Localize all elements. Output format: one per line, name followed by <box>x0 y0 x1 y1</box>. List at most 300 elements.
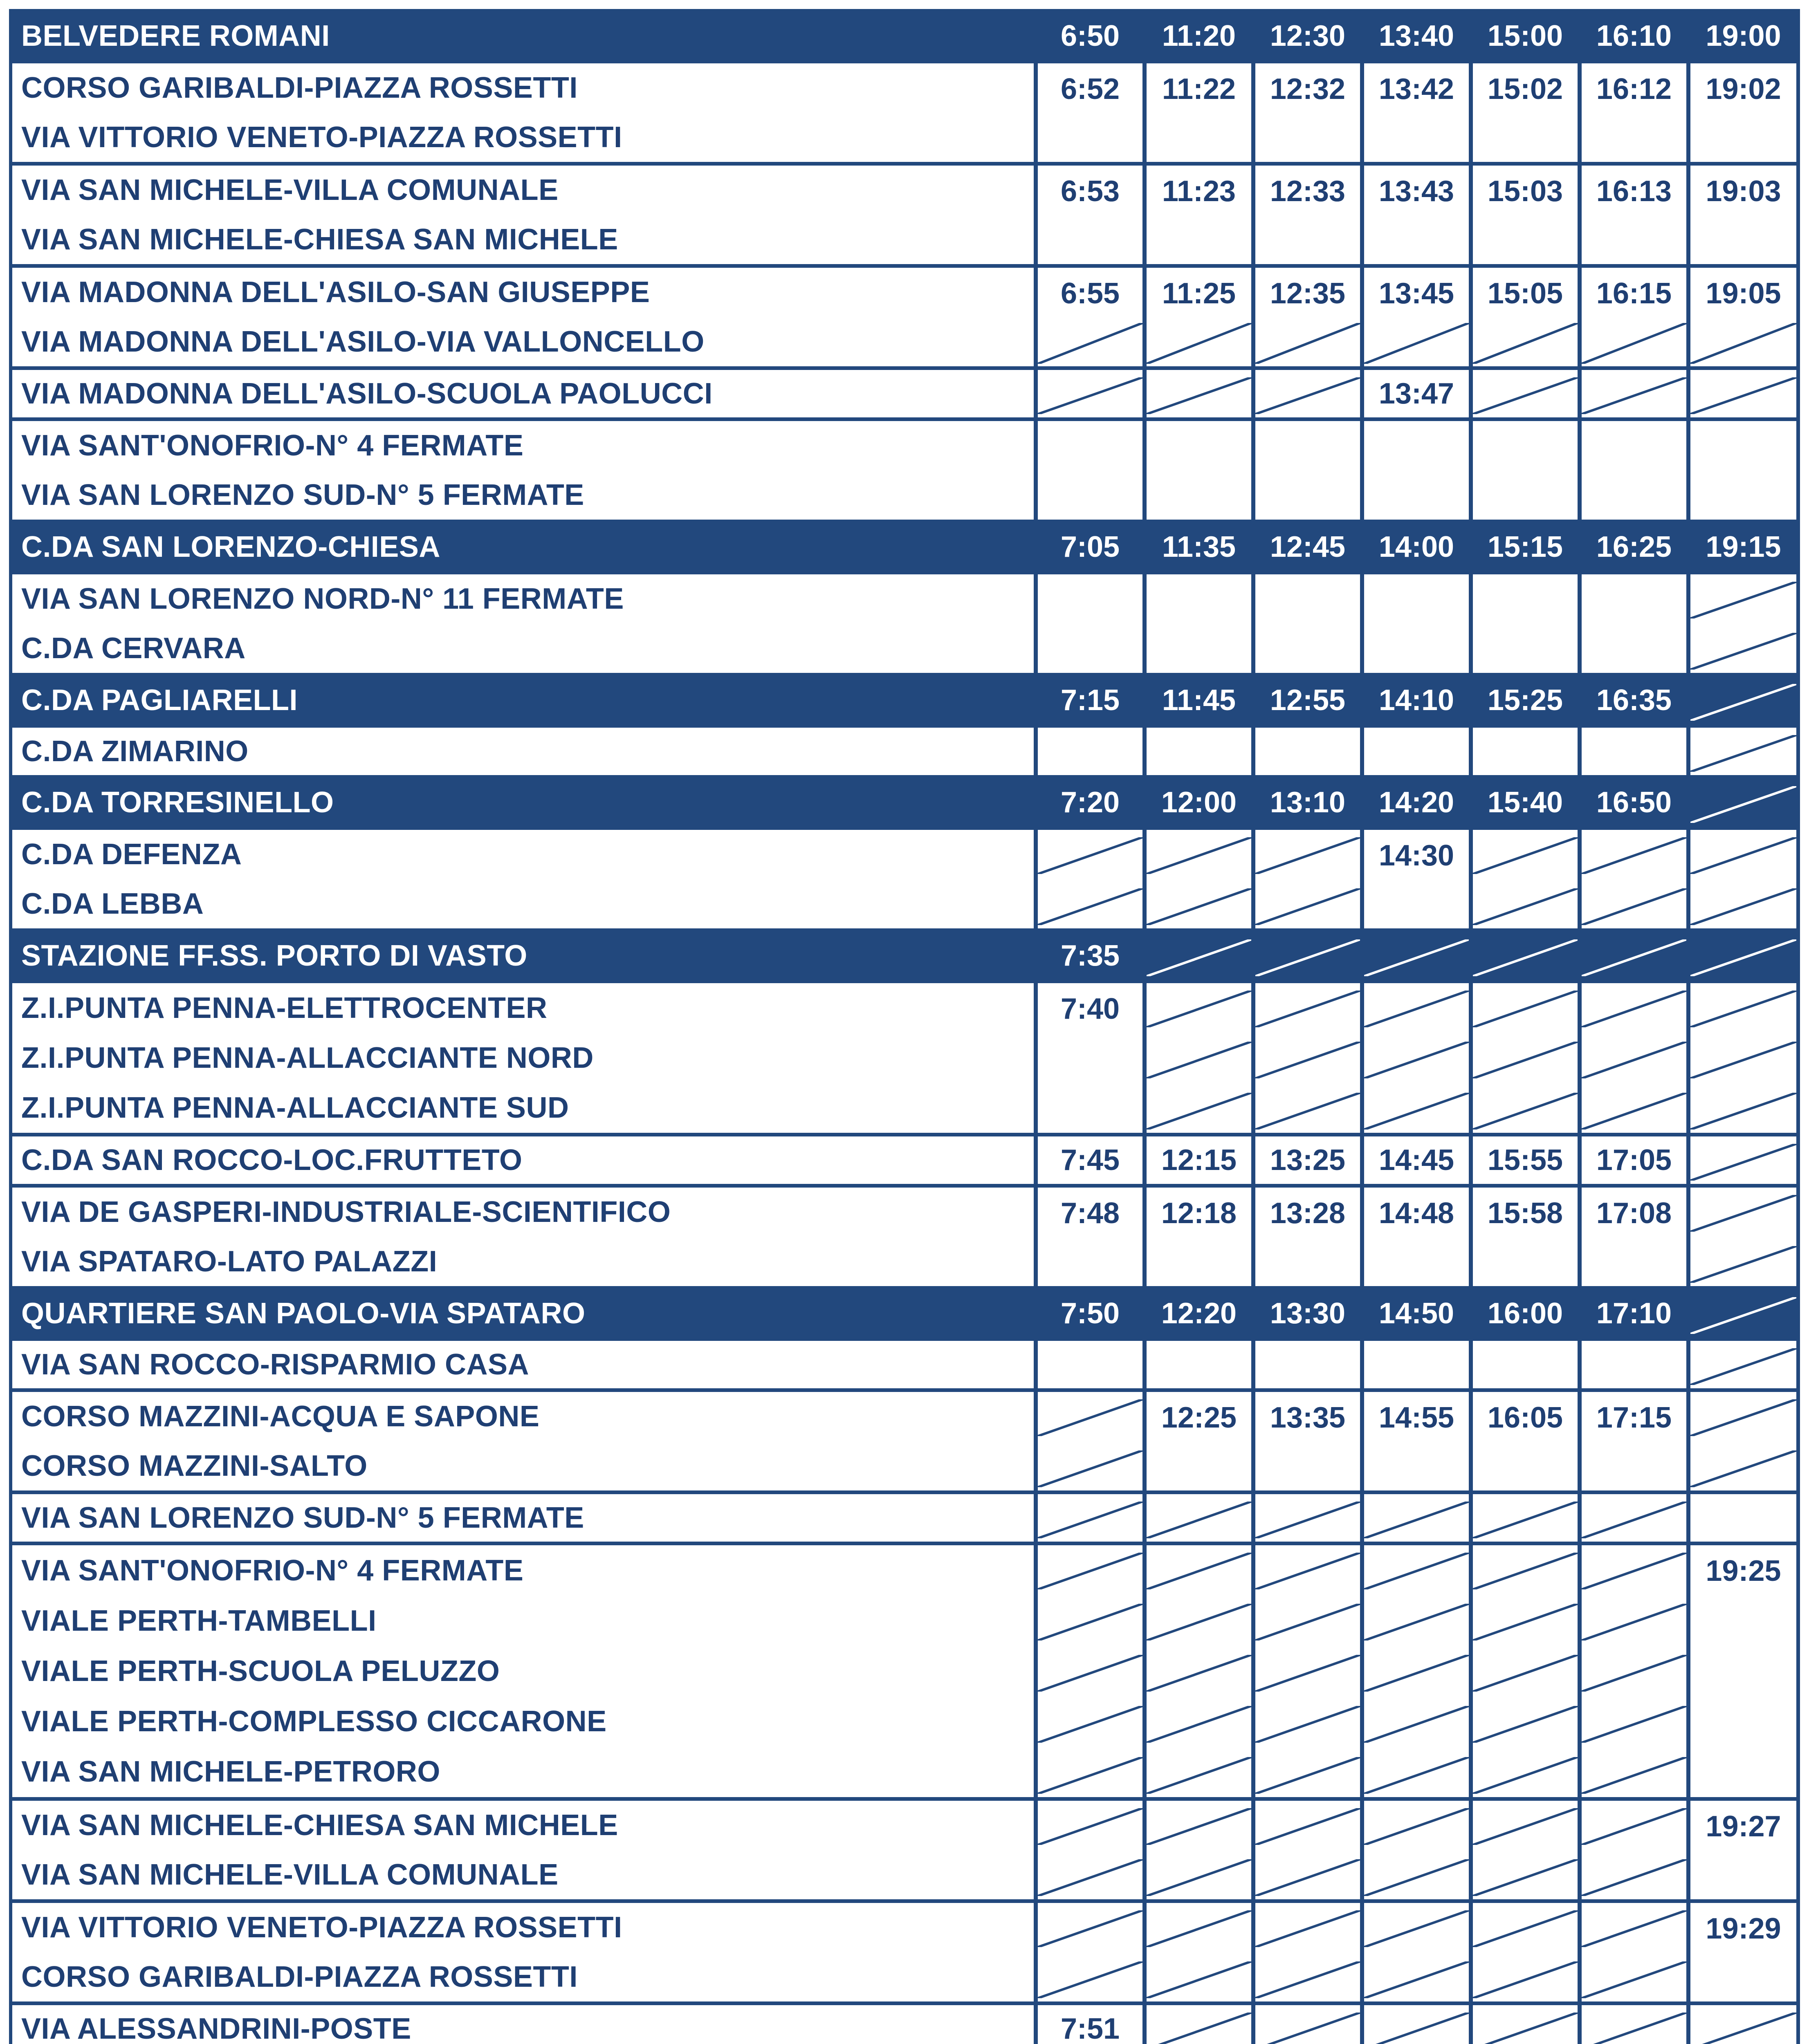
stop-name: VIA SAN MICHELE-PETRORO <box>21 1755 440 1788</box>
not-served-mark <box>1147 837 1251 874</box>
stop-name: VIA SAN LORENZO SUD-N° 5 FERMATE <box>21 478 584 511</box>
time-cell <box>1473 1545 1578 1797</box>
not-served-mark <box>1473 991 1578 1027</box>
time-cell <box>1147 932 1251 979</box>
time-cell <box>1473 63 1578 162</box>
not-served-mark <box>1147 888 1251 925</box>
time-cell <box>1147 574 1251 673</box>
not-served-mark <box>1582 1757 1686 1794</box>
time-cell <box>1690 2005 1796 2044</box>
not-served-mark <box>1038 1604 1142 1641</box>
time-cell <box>1364 1188 1469 1286</box>
stop-cell <box>12 728 1034 775</box>
not-served-mark <box>1038 1655 1142 1692</box>
departure-time: 19:27 <box>1706 1810 1781 1843</box>
departure-time: 11:23 <box>1162 175 1236 208</box>
time-cell <box>1473 166 1578 264</box>
time-cell <box>1255 2005 1360 2044</box>
time-cell <box>1364 1545 1469 1797</box>
departure-time: 16:05 <box>1487 1401 1563 1434</box>
time-cell <box>1255 574 1360 673</box>
not-served-mark <box>1255 1910 1360 1947</box>
departure-time: 7:50 <box>1060 1297 1120 1330</box>
departure-time: 12:33 <box>1270 175 1346 208</box>
time-cell <box>1690 63 1796 162</box>
stop-cell <box>12 268 1034 366</box>
not-served-mark <box>1255 1502 1360 1538</box>
not-served-mark <box>1147 1859 1251 1896</box>
time-cell <box>1582 779 1686 826</box>
stop-cell <box>12 932 1034 979</box>
not-served-mark <box>1038 888 1142 925</box>
time-cell <box>1038 983 1142 1133</box>
time-cell <box>1038 370 1142 417</box>
stop-name: CORSO GARIBALDI-PIAZZA ROSSETTI <box>21 72 578 105</box>
not-served-mark <box>1038 1808 1142 1845</box>
not-served-mark <box>1690 1195 1796 1232</box>
time-cell <box>1147 421 1251 520</box>
time-cell <box>1038 1136 1142 1184</box>
not-served-mark <box>1690 837 1796 874</box>
not-served-mark <box>1690 1399 1796 1436</box>
time-cell <box>1038 523 1142 571</box>
not-served-mark <box>1364 1808 1469 1845</box>
departure-time: 7:15 <box>1060 684 1120 717</box>
not-served-mark <box>1582 1093 1686 1130</box>
time-cell <box>1255 983 1360 1133</box>
not-served-mark <box>1473 939 1578 976</box>
not-served-mark <box>1255 888 1360 925</box>
time-cell <box>1364 268 1469 366</box>
time-cell <box>1364 1290 1469 1337</box>
departure-time: 7:40 <box>1060 992 1120 1025</box>
stop-name: CORSO GARIBALDI-PIAZZA ROSSETTI <box>21 1960 578 1993</box>
not-served-mark <box>1690 377 1796 414</box>
not-served-mark <box>1255 1859 1360 1896</box>
departure-time: 13:42 <box>1378 72 1454 105</box>
time-cell <box>1473 830 1578 928</box>
departure-time: 19:00 <box>1706 20 1781 52</box>
stop-cell <box>12 523 1034 571</box>
not-served-mark <box>1582 939 1686 976</box>
departure-time: 19:05 <box>1706 277 1781 310</box>
time-cell <box>1364 12 1469 60</box>
time-cell <box>1038 1801 1142 1899</box>
not-served-mark <box>1473 1553 1578 1589</box>
departure-time: 14:30 <box>1378 839 1454 872</box>
time-cell <box>1255 1545 1360 1797</box>
stop-name: QUARTIERE SAN PAOLO-VIA SPATARO <box>21 1297 586 1330</box>
time-cell <box>1690 370 1796 417</box>
time-cell <box>1690 779 1796 826</box>
time-cell <box>1473 268 1578 366</box>
time-cell <box>1582 1392 1686 1490</box>
time-cell <box>1582 1290 1686 1337</box>
stop-name: VIA MADONNA DELL'ASILO-SAN GIUSEPPE <box>21 276 650 309</box>
time-cell <box>1147 63 1251 162</box>
departure-time: 13:35 <box>1270 1401 1346 1434</box>
stop-name: VIA SAN LORENZO SUD-N° 5 FERMATE <box>21 1502 584 1534</box>
stop-name: VIA SANT'ONOFRIO-N° 4 FERMATE <box>21 429 524 462</box>
not-served-mark <box>1255 1757 1360 1794</box>
not-served-mark <box>1038 1399 1142 1436</box>
not-served-mark <box>1582 837 1686 874</box>
time-cell <box>1147 370 1251 417</box>
time-cell <box>1582 1188 1686 1286</box>
departure-time: 12:15 <box>1161 1144 1237 1177</box>
not-served-mark <box>1038 323 1142 364</box>
time-cell <box>1473 370 1578 417</box>
departure-time: 13:10 <box>1270 786 1346 819</box>
stop-cell <box>12 1494 1034 1542</box>
time-cell <box>1147 1392 1251 1490</box>
departure-time: 16:13 <box>1596 175 1672 208</box>
time-cell <box>1255 1903 1360 2001</box>
not-served-mark <box>1473 1093 1578 1130</box>
time-cell <box>1038 1341 1142 1388</box>
not-served-mark <box>1473 1042 1578 1078</box>
stop-cell <box>12 1392 1034 1490</box>
departure-time: 16:50 <box>1596 786 1672 819</box>
time-cell <box>1690 166 1796 264</box>
time-cell <box>1255 779 1360 826</box>
not-served-mark <box>1690 1246 1796 1283</box>
departure-time: 19:02 <box>1706 72 1781 105</box>
not-served-mark <box>1147 1910 1251 1947</box>
departure-time: 7:48 <box>1060 1197 1120 1230</box>
time-cell <box>1147 779 1251 826</box>
not-served-mark <box>1038 1757 1142 1794</box>
time-cell <box>1147 523 1251 571</box>
departure-time: 17:08 <box>1596 1197 1672 1230</box>
not-served-mark <box>1582 1553 1686 1589</box>
time-cell <box>1147 2005 1251 2044</box>
departure-time: 12:45 <box>1270 531 1346 563</box>
time-cell <box>1147 1136 1251 1184</box>
not-served-mark <box>1582 1808 1686 1845</box>
departure-time: 19:29 <box>1706 1912 1781 1945</box>
not-served-mark <box>1255 1808 1360 1845</box>
time-cell <box>1038 574 1142 673</box>
time-cell <box>1364 523 1469 571</box>
time-cell <box>1473 523 1578 571</box>
stop-name: Z.I.PUNTA PENNA-ELETTROCENTER <box>21 992 548 1024</box>
stop-cell <box>12 63 1034 162</box>
time-cell <box>1473 1290 1578 1337</box>
not-served-mark <box>1038 1450 1142 1487</box>
time-cell <box>1690 12 1796 60</box>
time-cell <box>1582 166 1686 264</box>
stop-name: CORSO MAZZINI-ACQUA E SAPONE <box>21 1400 540 1433</box>
stop-cell <box>12 1290 1034 1337</box>
departure-time: 11:35 <box>1162 531 1236 563</box>
time-cell <box>1690 983 1796 1133</box>
not-served-mark <box>1364 2013 1469 2044</box>
time-cell <box>1582 1494 1686 1542</box>
time-cell <box>1582 63 1686 162</box>
time-cell <box>1473 1188 1578 1286</box>
time-cell <box>1364 1903 1469 2001</box>
time-cell <box>1255 12 1360 60</box>
time-cell <box>1364 1801 1469 1899</box>
time-cell <box>1364 63 1469 162</box>
time-cell <box>1364 677 1469 724</box>
not-served-mark <box>1147 991 1251 1027</box>
time-cell <box>1038 2005 1142 2044</box>
departure-time: 14:10 <box>1378 684 1454 717</box>
time-cell <box>1473 1341 1578 1388</box>
stop-name: C.DA LEBBA <box>21 887 204 920</box>
time-cell <box>1690 1903 1796 2001</box>
time-cell <box>1147 166 1251 264</box>
time-cell <box>1255 1801 1360 1899</box>
time-cell <box>1147 1188 1251 1286</box>
stop-name: VIA SPATARO-LATO PALAZZI <box>21 1245 438 1278</box>
time-cell <box>1255 932 1360 979</box>
not-served-mark <box>1147 1655 1251 1692</box>
not-served-mark <box>1690 888 1796 925</box>
departure-time: 16:10 <box>1596 20 1672 52</box>
not-served-mark <box>1690 582 1796 619</box>
stop-name: STAZIONE FF.SS. PORTO DI VASTO <box>21 939 527 972</box>
not-served-mark <box>1147 1553 1251 1589</box>
departure-time: 15:03 <box>1487 175 1563 208</box>
time-cell <box>1364 1136 1469 1184</box>
not-served-mark <box>1582 323 1686 364</box>
departure-time: 15:02 <box>1487 72 1563 105</box>
timetable-frame <box>9 9 1800 2044</box>
not-served-mark <box>1364 1655 1469 1692</box>
time-cell <box>1364 166 1469 264</box>
time-cell <box>1364 370 1469 417</box>
stop-name: VIA VITTORIO VENETO-PIAZZA ROSSETTI <box>21 1911 622 1944</box>
time-cell <box>1147 728 1251 775</box>
stop-cell <box>12 830 1034 928</box>
not-served-mark <box>1038 837 1142 874</box>
not-served-mark <box>1690 991 1796 1027</box>
departure-time: 16:12 <box>1596 72 1672 105</box>
departure-time: 14:50 <box>1378 1297 1454 1330</box>
time-cell <box>1582 1545 1686 1797</box>
time-cell <box>1038 1392 1142 1490</box>
departure-time: 19:03 <box>1706 175 1781 208</box>
not-served-mark <box>1147 1706 1251 1743</box>
time-cell <box>1147 1341 1251 1388</box>
not-served-mark <box>1255 377 1360 414</box>
time-cell <box>1255 1392 1360 1490</box>
not-served-mark <box>1255 1604 1360 1641</box>
time-cell <box>1582 421 1686 520</box>
not-served-mark <box>1582 1706 1686 1743</box>
not-served-mark <box>1364 1961 1469 1998</box>
departure-time: 7:35 <box>1060 939 1120 972</box>
not-served-mark <box>1690 1450 1796 1487</box>
departure-time: 12:20 <box>1161 1297 1237 1330</box>
time-cell <box>1255 728 1360 775</box>
time-cell <box>1582 370 1686 417</box>
not-served-mark <box>1147 1757 1251 1794</box>
departure-time: 19:25 <box>1706 1554 1781 1587</box>
time-cell <box>1255 370 1360 417</box>
stop-cell <box>12 2005 1034 2044</box>
time-cell <box>1038 1903 1142 2001</box>
departure-time: 6:52 <box>1060 72 1120 105</box>
not-served-mark <box>1690 1042 1796 1078</box>
stop-name: Z.I.PUNTA PENNA-ALLACCIANTE NORD <box>21 1042 594 1074</box>
time-cell <box>1364 2005 1469 2044</box>
not-served-mark <box>1147 1042 1251 1078</box>
not-served-mark <box>1473 1808 1578 1845</box>
not-served-mark <box>1473 1655 1578 1692</box>
time-cell <box>1147 830 1251 928</box>
not-served-mark <box>1582 991 1686 1027</box>
stop-name: VIA SAN MICHELE-CHIESA SAN MICHELE <box>21 1809 618 1842</box>
departure-time: 16:00 <box>1487 1297 1563 1330</box>
stop-name: VIA DE GASPERI-INDUSTRIALE-SCIENTIFICO <box>21 1196 671 1229</box>
stop-name: VIA MADONNA DELL'ASILO-VIA VALLONCELLO <box>21 325 705 358</box>
time-cell <box>1690 574 1796 673</box>
time-cell <box>1255 1494 1360 1542</box>
not-served-mark <box>1473 1604 1578 1641</box>
not-served-mark <box>1690 633 1796 670</box>
departure-time: 13:25 <box>1270 1144 1346 1177</box>
not-served-mark <box>1473 323 1578 364</box>
not-served-mark <box>1690 1093 1796 1130</box>
time-cell <box>1364 1494 1469 1542</box>
stop-name: C.DA SAN ROCCO-LOC.FRUTTETO <box>21 1144 523 1177</box>
departure-time: 11:20 <box>1162 20 1236 52</box>
departure-time: 6:55 <box>1060 277 1120 310</box>
time-cell <box>1582 523 1686 571</box>
departure-time: 12:30 <box>1270 20 1346 52</box>
not-served-mark <box>1255 1553 1360 1589</box>
time-cell <box>1364 1341 1469 1388</box>
time-cell <box>1255 421 1360 520</box>
time-cell <box>1038 1290 1142 1337</box>
time-cell <box>1473 983 1578 1133</box>
not-served-mark <box>1473 1910 1578 1947</box>
stop-cell <box>12 370 1034 417</box>
time-cell <box>1147 1290 1251 1337</box>
stop-cell <box>12 1801 1034 1899</box>
time-cell <box>1690 728 1796 775</box>
time-cell <box>1038 677 1142 724</box>
time-cell <box>1473 1494 1578 1542</box>
time-cell <box>1364 574 1469 673</box>
time-cell <box>1038 421 1142 520</box>
not-served-mark <box>1255 1042 1360 1078</box>
time-cell <box>1473 677 1578 724</box>
time-cell <box>1255 63 1360 162</box>
not-served-mark <box>1364 1910 1469 1947</box>
not-served-mark <box>1255 991 1360 1027</box>
not-served-mark <box>1690 684 1796 721</box>
time-cell <box>1364 1392 1469 1490</box>
stop-name: C.DA CERVARA <box>21 632 246 665</box>
time-cell <box>1582 1801 1686 1899</box>
not-served-mark <box>1690 786 1796 823</box>
not-served-mark <box>1255 1655 1360 1692</box>
not-served-mark <box>1364 1502 1469 1538</box>
departure-time: 17:10 <box>1596 1297 1672 1330</box>
time-cell <box>1038 1494 1142 1542</box>
time-cell <box>1364 779 1469 826</box>
departure-time: 11:25 <box>1162 277 1236 310</box>
stop-name: VIA SAN MICHELE-CHIESA SAN MICHELE <box>21 223 618 256</box>
departure-time: 13:45 <box>1378 277 1454 310</box>
stop-name: Z.I.PUNTA PENNA-ALLACCIANTE SUD <box>21 1091 569 1124</box>
not-served-mark <box>1038 1910 1142 1947</box>
time-cell <box>1582 268 1686 366</box>
time-cell <box>1255 268 1360 366</box>
time-cell <box>1038 268 1142 366</box>
time-cell <box>1147 677 1251 724</box>
time-cell <box>1690 677 1796 724</box>
time-cell <box>1582 574 1686 673</box>
departure-time: 6:53 <box>1060 175 1120 208</box>
departure-time: 13:47 <box>1378 377 1454 410</box>
stop-cell <box>12 1188 1034 1286</box>
stop-cell <box>12 983 1034 1133</box>
time-cell <box>1147 1801 1251 1899</box>
departure-time: 6:50 <box>1060 20 1120 52</box>
time-cell <box>1690 1290 1796 1337</box>
stop-name: VIA SANT'ONOFRIO-N° 4 FERMATE <box>21 1554 524 1587</box>
departure-time: 16:15 <box>1596 277 1672 310</box>
time-cell <box>1473 421 1578 520</box>
time-cell <box>1473 1903 1578 2001</box>
departure-time: 11:45 <box>1162 684 1236 717</box>
time-cell <box>1038 932 1142 979</box>
not-served-mark <box>1038 1553 1142 1589</box>
stop-name: C.DA DEFENZA <box>21 838 242 871</box>
departure-time: 12:18 <box>1161 1197 1237 1230</box>
not-served-mark <box>1582 1655 1686 1692</box>
departure-time: 19:15 <box>1706 531 1781 563</box>
not-served-mark <box>1473 1706 1578 1743</box>
not-served-mark <box>1147 323 1251 364</box>
time-cell <box>1255 523 1360 571</box>
time-cell <box>1582 2005 1686 2044</box>
time-cell <box>1690 1545 1796 1797</box>
stop-name: C.DA ZIMARINO <box>21 735 249 768</box>
time-cell <box>1473 2005 1578 2044</box>
not-served-mark <box>1364 1093 1469 1130</box>
time-cell <box>1038 63 1142 162</box>
time-cell <box>1690 421 1796 520</box>
departure-time: 17:15 <box>1596 1401 1672 1434</box>
departure-time: 15:58 <box>1487 1197 1563 1230</box>
departure-time: 12:00 <box>1161 786 1237 819</box>
not-served-mark <box>1473 2013 1578 2044</box>
not-served-mark <box>1255 2013 1360 2044</box>
time-cell <box>1255 1341 1360 1388</box>
stop-name: C.DA PAGLIARELLI <box>21 684 298 717</box>
not-served-mark <box>1690 735 1796 772</box>
time-cell <box>1690 268 1796 366</box>
stop-cell <box>12 421 1034 520</box>
not-served-mark <box>1690 323 1796 364</box>
stop-name: VIA MADONNA DELL'ASILO-SCUOLA PAOLUCCI <box>21 377 713 410</box>
time-cell <box>1690 1188 1796 1286</box>
time-cell <box>1690 523 1796 571</box>
time-cell <box>1038 830 1142 928</box>
departure-time: 13:43 <box>1378 175 1454 208</box>
time-cell <box>1473 728 1578 775</box>
not-served-mark <box>1147 1502 1251 1538</box>
time-cell <box>1582 1341 1686 1388</box>
time-cell <box>1582 830 1686 928</box>
